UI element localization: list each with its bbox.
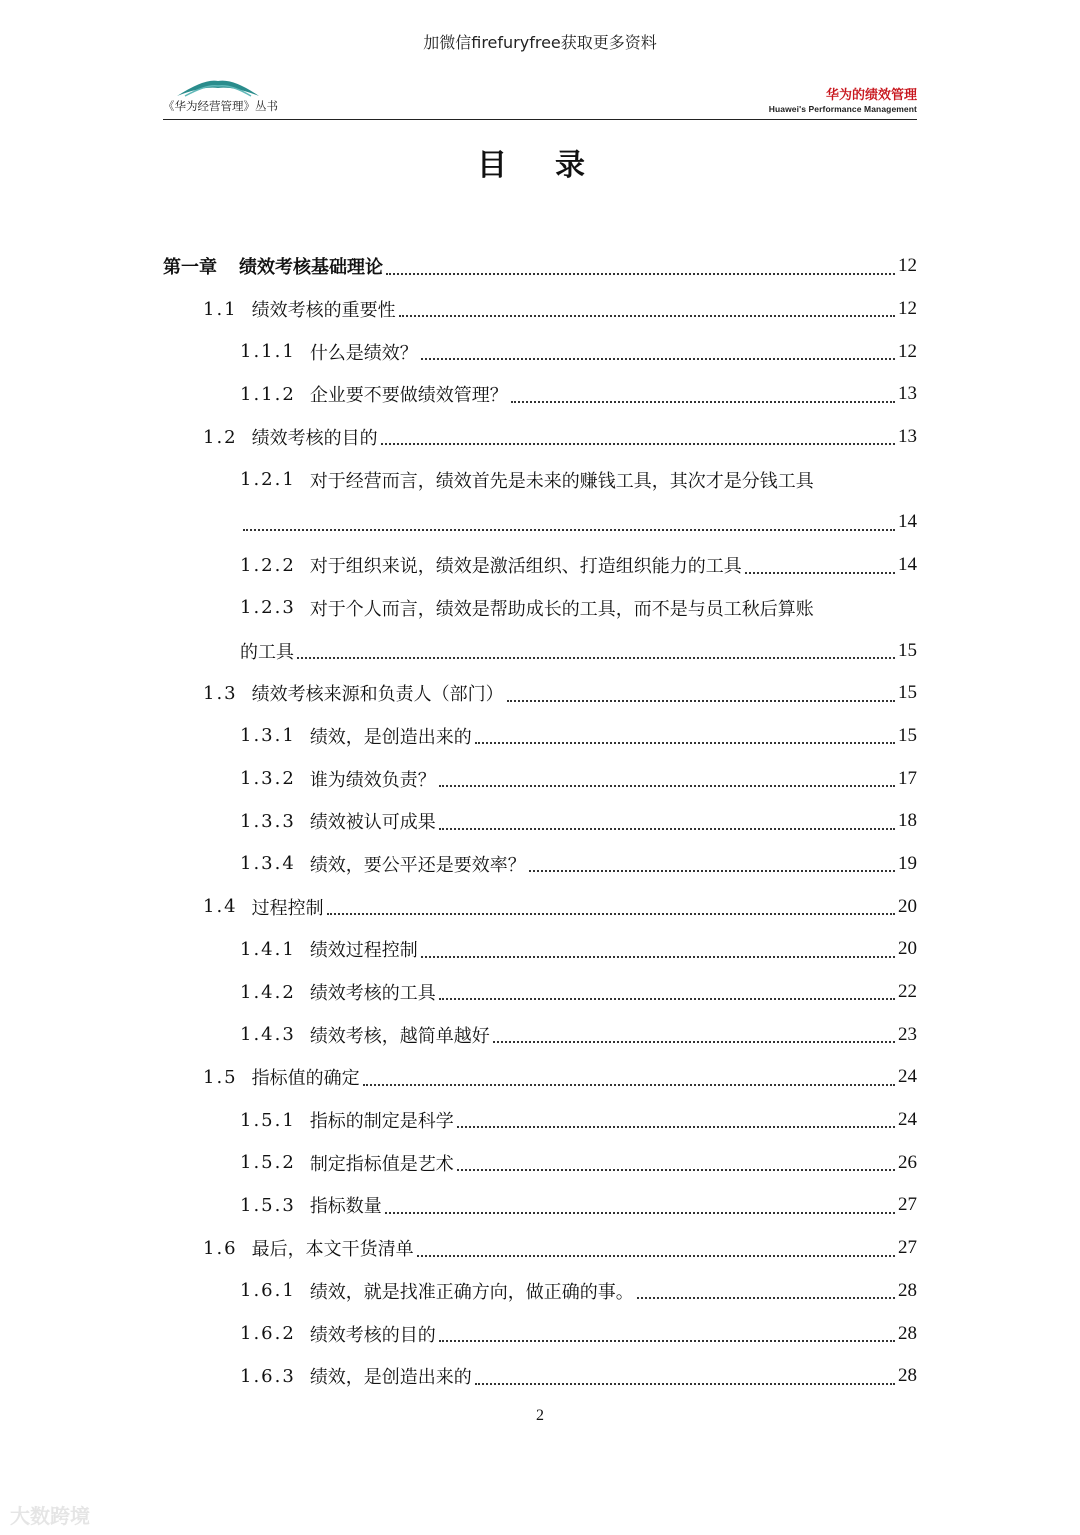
toc-entry-page: 12	[898, 298, 917, 320]
toc-entry[interactable]	[163, 1099, 917, 1142]
toc-entry-title: 对于组织来说，绩效是激活组织、打造组织能力的工具	[309, 556, 742, 578]
toc-entry-page: 17	[898, 767, 917, 789]
book-title-logo	[769, 88, 917, 115]
toc-entry-page: 14	[898, 511, 917, 533]
dot-leader	[386, 273, 895, 275]
toc-entry-number: 1.2.1	[240, 469, 296, 491]
toc-entry-page: 18	[898, 810, 917, 832]
toc-entry-title: 什么是绩效？	[309, 342, 418, 364]
dot-leader	[511, 401, 895, 403]
dot-leader	[363, 1084, 895, 1086]
toc-entry-number: 1.1.2	[240, 383, 296, 405]
toc-entry[interactable]	[163, 885, 917, 928]
toc-entry-title: 绩效考核来源和负责人（部门）	[251, 684, 504, 706]
dot-leader	[399, 315, 895, 317]
toc-entry-number: 1.6	[203, 1237, 238, 1259]
series-logo	[163, 78, 363, 122]
toc-entry-title: 对于个人而言，绩效是帮助成长的工具，而不是与员工秋后算账	[309, 598, 814, 620]
toc-entry-title: 绩效被认可成果	[309, 812, 436, 834]
toc-entry-number: 1.3.1	[240, 725, 296, 747]
toc-entry-page: 13	[898, 426, 917, 448]
dot-leader	[439, 998, 895, 1000]
dot-leader	[529, 870, 895, 872]
toc-entry[interactable]	[163, 1056, 917, 1099]
toc-entry-page: 12	[898, 255, 917, 277]
dot-leader	[475, 742, 895, 744]
toc-entry-page: 14	[898, 554, 917, 576]
dot-leader	[457, 1169, 895, 1171]
dot-leader	[421, 358, 895, 360]
dot-leader	[421, 956, 895, 958]
toc-entry-page: 20	[898, 895, 917, 917]
toc-entry-number: 1.3	[203, 682, 238, 704]
toc-entry-page: 13	[898, 383, 917, 405]
toc-entry-title: 指标的制定是科学	[309, 1111, 454, 1133]
toc-entry-number: 1.1	[203, 298, 238, 320]
toc-entry-title: 绩效考核的工具	[309, 983, 436, 1005]
toc-entry-number: 1.2.2	[240, 554, 296, 576]
toc-entry-title-continued: 的工具	[240, 641, 294, 663]
toc-entry-continuation[interactable]	[163, 501, 917, 544]
toc-entry-number: 1.5.2	[240, 1152, 296, 1174]
dot-leader	[457, 1126, 895, 1128]
toc-entry-number: 1.3.2	[240, 768, 296, 790]
toc-entry-title: 绩效考核的目的	[309, 1324, 436, 1346]
toc-entry-number: 1.5.3	[240, 1194, 296, 1216]
toc-entry-page: 27	[898, 1194, 917, 1216]
toc-entry-number: 1.4.1	[240, 938, 296, 960]
toc-entry-number: 1.3.3	[240, 810, 296, 832]
series-title: 《华为经营管理》丛书	[163, 99, 278, 113]
toc-entry-title: 绩效考核，越简单越好	[309, 1025, 490, 1047]
dot-leader	[243, 529, 895, 531]
toc-entry[interactable]	[163, 416, 917, 459]
toc-entry[interactable]	[163, 1270, 917, 1313]
toc-entry-number: 1.2	[203, 426, 238, 448]
watermark-bottom-logo: 大数跨境	[10, 1504, 90, 1528]
toc-entry-page: 28	[898, 1365, 917, 1387]
toc-entry-page: 23	[898, 1023, 917, 1045]
table-of-contents	[163, 245, 917, 1398]
toc-entry-page: 24	[898, 1109, 917, 1131]
toc-entry[interactable]	[163, 843, 917, 886]
dot-leader	[439, 1340, 895, 1342]
dot-leader	[637, 1297, 895, 1299]
header-divider	[163, 119, 917, 120]
toc-entry-number: 1.2.3	[240, 597, 296, 619]
toc-entry[interactable]	[163, 288, 917, 331]
toc-entry[interactable]	[163, 672, 917, 715]
dot-leader	[417, 1255, 895, 1257]
dot-leader	[297, 657, 895, 659]
toc-entry[interactable]	[163, 928, 917, 971]
toc-entry[interactable]	[163, 971, 917, 1014]
toc-entry-page: 28	[898, 1322, 917, 1344]
toc-entry-number: 1.6.1	[240, 1280, 296, 1302]
toc-entry-title: 指标值的确定	[251, 1068, 360, 1090]
toc-entry-page: 15	[898, 724, 917, 746]
dot-leader	[745, 572, 895, 574]
toc-entry-title: 绩效，就是找准正确方向，做正确的事。	[309, 1281, 634, 1303]
toc-entry[interactable]	[163, 373, 917, 416]
toc-entry-title: 绩效，是创造出来的	[309, 1367, 472, 1389]
toc-entry-page: 12	[898, 340, 917, 362]
toc-entry-number: 1.4.2	[240, 981, 296, 1003]
toc-entry[interactable]	[163, 1227, 917, 1270]
toc-entry-continuation[interactable]	[163, 629, 917, 672]
toc-entry-number: 1.3.4	[240, 853, 296, 875]
watermark-top-text: 加微信firefuryfree获取更多资料	[423, 33, 657, 52]
toc-entry-page: 27	[898, 1237, 917, 1259]
toc-entry-page: 15	[898, 639, 917, 661]
toc-entry-title: 过程控制	[251, 897, 324, 919]
dot-leader	[475, 1383, 895, 1385]
toc-entry-number: 1.4	[203, 896, 238, 918]
toc-entry-page: 20	[898, 938, 917, 960]
toc-entry-number: 1.6.2	[240, 1323, 296, 1345]
toc-entry-title: 谁为绩效负责？	[309, 769, 436, 791]
page-number: 2	[536, 1407, 544, 1424]
toc-entry[interactable]	[163, 1312, 917, 1355]
toc-entry-number: 1.5.1	[240, 1109, 296, 1131]
toc-entry-title: 绩效，是创造出来的	[309, 726, 472, 748]
toc-entry-number: 1.6.3	[240, 1365, 296, 1387]
toc-entry-title: 绩效考核的重要性	[251, 300, 396, 322]
toc-entry-page: 28	[898, 1279, 917, 1301]
toc-entry-title: 指标数量	[309, 1196, 382, 1218]
toc-entry-title: 对于经营而言，绩效首先是未来的赚钱工具，其次才是分钱工具	[309, 470, 814, 492]
toc-entry-page: 26	[898, 1151, 917, 1173]
toc-entry[interactable]	[163, 1141, 917, 1184]
dot-leader	[439, 828, 895, 830]
toc-entry-page: 19	[898, 852, 917, 874]
toc-entry[interactable]	[163, 757, 917, 800]
toc-entry[interactable]	[163, 330, 917, 373]
toc-entry-page: 24	[898, 1066, 917, 1088]
toc-entry-number: 第一章	[163, 257, 217, 279]
toc-entry[interactable]	[163, 800, 917, 843]
toc-entry-title: 绩效考核的目的	[251, 428, 378, 450]
toc-entry[interactable]	[163, 1013, 917, 1056]
toc-entry-title: 绩效考核基础理论	[239, 257, 383, 279]
toc-entry-title: 制定指标值是艺术	[309, 1153, 454, 1175]
toc-entry-title: 绩效，要公平还是要效率？	[309, 854, 526, 876]
toc-entry-page: 22	[898, 981, 917, 1003]
dot-leader	[381, 443, 895, 445]
toc-entry-number: 1.1.1	[240, 341, 296, 363]
toc-entry[interactable]	[163, 458, 917, 501]
toc-entry[interactable]	[163, 587, 917, 630]
toc-entry-title: 企业要不要做绩效管理？	[309, 385, 508, 407]
book-title-cn: 华为的绩效管理	[825, 88, 917, 103]
book-title-en: Huawei's Performance Management	[768, 104, 917, 114]
dot-leader	[493, 1041, 895, 1043]
toc-entry-page: 15	[898, 682, 917, 704]
toc-entry-number: 1.5	[203, 1066, 238, 1088]
toc-entry[interactable]	[163, 544, 917, 587]
dot-leader	[327, 913, 895, 915]
toc-entry-title: 绩效过程控制	[309, 940, 418, 962]
toc-chapter-entry[interactable]	[163, 245, 917, 288]
toc-entry[interactable]	[163, 1184, 917, 1227]
toc-entry-title: 最后，本文干货清单	[251, 1239, 414, 1261]
dot-leader	[439, 785, 895, 787]
page-header	[163, 78, 917, 122]
toc-entry[interactable]	[163, 715, 917, 758]
toc-entry-number: 1.4.3	[240, 1024, 296, 1046]
dot-leader	[507, 700, 895, 702]
dot-leader	[385, 1212, 895, 1214]
toc-heading: 目录	[477, 148, 633, 183]
mountain-logo-icon	[175, 78, 261, 98]
toc-entry[interactable]	[163, 1355, 917, 1398]
